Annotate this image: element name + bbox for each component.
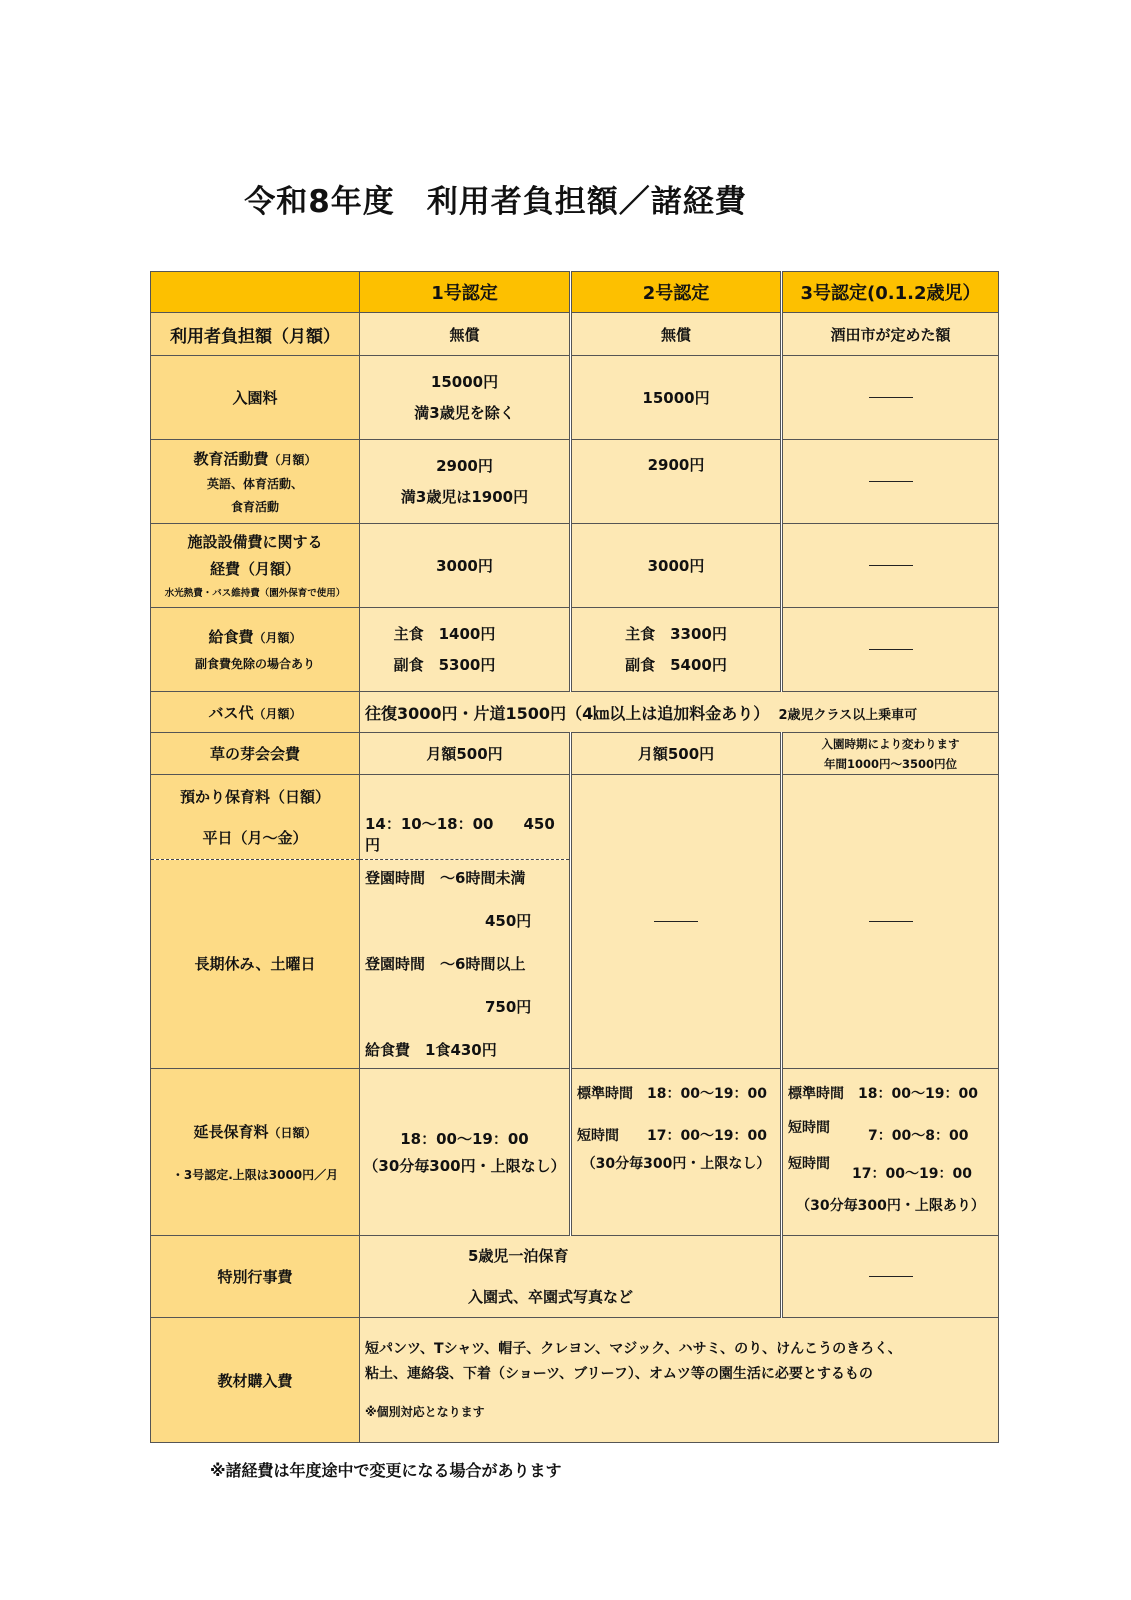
dash-mark xyxy=(869,921,913,922)
facility-fee-type3 xyxy=(782,523,999,607)
extended-care-title: 延長保育料 xyxy=(193,1122,269,1141)
header-type1: 1号認定 xyxy=(360,272,571,313)
label-extended-care xyxy=(151,1068,360,1235)
materials-line2: 粘土、連絡袋、下着（ショーツ、ブリーフ）、オムツ等の園生活に必要とするもの xyxy=(365,1365,873,1382)
bus-fee-note: 2歳児クラス以上乗車可 xyxy=(778,707,918,723)
facility-fee-type2: 3000円 xyxy=(571,523,782,607)
label-facility-fee xyxy=(151,523,360,607)
club-fee-type2: 月額500円 xyxy=(571,733,782,775)
admission-fee-type3 xyxy=(782,355,999,439)
row-extended-care xyxy=(151,1068,999,1235)
bus-fee-value xyxy=(360,691,999,732)
extended-standard2: 標準時間 18：00～19：00 xyxy=(577,1085,767,1102)
footnote: ※諸経費は年度途中で変更になる場合があります xyxy=(210,1461,562,1480)
label-user-fee: 利用者負担額（月額） xyxy=(151,313,360,355)
education-fee-type1 xyxy=(360,439,571,523)
meal-fee-staple1: 主食 1400円 xyxy=(393,625,496,644)
education-fee-sub1: 英語、体育活動、 xyxy=(206,476,303,491)
meal-fee-side1: 副食 5300円 xyxy=(393,656,496,675)
row-materials xyxy=(151,1318,999,1443)
extended-rate1: （30分毎300円・上限なし） xyxy=(363,1156,566,1175)
extended-care-type3 xyxy=(782,1068,999,1235)
facility-fee-note: 水光熱費・バス維持費（園外保育で使用） xyxy=(164,588,346,600)
childcare-type2 xyxy=(571,775,782,1068)
header-row xyxy=(151,272,999,313)
meal-fee-unit: （月額） xyxy=(253,631,302,646)
facility-fee-type1: 3000円 xyxy=(360,523,571,607)
dash-mark xyxy=(869,565,913,566)
meal-fee-type3 xyxy=(782,607,999,691)
fee-table xyxy=(150,271,999,1443)
childcare-type3 xyxy=(782,775,999,1068)
longbreak-under6: 登園時間 ～6時間未満 xyxy=(365,869,526,888)
meal-fee-sub: 副食費免除の場合あり xyxy=(194,657,315,672)
row-education-fee xyxy=(151,439,999,523)
special-event-overnight: 5歳児一泊保育 xyxy=(468,1247,569,1266)
dash-mark xyxy=(654,921,698,922)
row-club-fee xyxy=(151,733,999,775)
extended-short3-morning-time: 7：00～8：00 xyxy=(868,1127,969,1144)
longbreak-meal-fee: 給食費 1食430円 xyxy=(365,1041,497,1060)
extended-short3-evening-label: 短時間 xyxy=(788,1155,830,1172)
label-bus-fee xyxy=(151,691,360,732)
meal-fee-title: 給食費 xyxy=(208,628,254,647)
dash-mark xyxy=(869,649,913,650)
row-meal-fee xyxy=(151,607,999,691)
dash-mark xyxy=(869,397,913,398)
club-fee-type1: 月額500円 xyxy=(360,733,571,775)
childcare-longbreak-type1 xyxy=(360,860,571,1068)
education-fee-type2: 2900円 xyxy=(571,439,782,523)
education-fee-sub2: 食育活動 xyxy=(230,499,279,514)
admission-fee-amount: 15000円 xyxy=(430,373,499,392)
longbreak-over6: 登園時間 ～6時間以上 xyxy=(365,955,526,974)
row-facility-fee xyxy=(151,523,999,607)
row-bus-fee xyxy=(151,691,999,732)
education-fee-type3 xyxy=(782,439,999,523)
club-fee-range: 年間1000円～3500円位 xyxy=(823,756,957,771)
row-special-events xyxy=(151,1235,999,1318)
row-admission-fee xyxy=(151,355,999,439)
meal-fee-staple2: 主食 3300円 xyxy=(625,625,727,644)
longbreak-over6-fee: 750円 xyxy=(485,998,532,1017)
education-fee-title: 教育活動費 xyxy=(193,449,269,468)
admission-fee-note: 満3歳児を除く xyxy=(414,404,515,423)
extended-standard3: 標準時間 18：00～19：00 xyxy=(788,1085,978,1102)
document-title: 令和8年度 利用者負担額／諸経費 xyxy=(244,184,747,220)
childcare-title: 預かり保育料（日額） xyxy=(179,788,330,807)
header-type3: 3号認定(0.1.2歳児） xyxy=(782,272,999,313)
education-fee-note: 満3歳児は1900円 xyxy=(400,488,529,507)
extended-care-type2 xyxy=(571,1068,782,1235)
longbreak-under6-fee: 450円 xyxy=(485,912,532,931)
extended-short3-evening-time: 17：00～19：00 xyxy=(852,1165,972,1182)
user-fee-type1: 無償 xyxy=(360,313,571,355)
bus-fee-unit: （月額） xyxy=(253,706,302,721)
label-childcare-longbreak: 長期休み、土曜日 xyxy=(151,860,360,1068)
childcare-weekday-type1: 14：10～18：00 450円 xyxy=(360,775,571,860)
extended-care-note: ・3号認定.上限は3000円／月 xyxy=(171,1167,339,1182)
extended-short3-evening xyxy=(783,1153,998,1182)
user-fee-type2: 無償 xyxy=(571,313,782,355)
special-events-type12 xyxy=(360,1235,782,1318)
label-meal-fee xyxy=(151,607,360,691)
bus-fee-title: バス代 xyxy=(208,703,254,722)
label-club-fee: 草の芽会会費 xyxy=(151,733,360,775)
user-fee-type3: 酒田市が定めた額 xyxy=(782,313,999,355)
extended-care-type1 xyxy=(360,1068,571,1235)
education-fee-amount: 2900円 xyxy=(436,457,493,476)
row-childcare-weekday xyxy=(151,775,999,860)
label-special-events: 特別行事費 xyxy=(151,1235,360,1318)
facility-fee-title1: 施設設備費に関する xyxy=(187,533,323,552)
label-admission-fee: 入園料 xyxy=(151,355,360,439)
extended-short3-morning-label: 短時間 xyxy=(788,1119,830,1136)
bus-fee-amount: 往復3000円・片道1500円（4㎞以上は追加料金あり） xyxy=(365,703,770,723)
extended-short3-morning xyxy=(783,1117,998,1144)
club-fee-type3 xyxy=(782,733,999,775)
admission-fee-type1 xyxy=(360,355,571,439)
row-user-fee xyxy=(151,313,999,355)
dash-mark xyxy=(869,1276,913,1277)
materials-line1: 短パンツ、Tシャツ、帽子、クレヨン、マジック、ハサミ、のり、けんこうのきろく、 xyxy=(365,1341,902,1358)
extended-rate3: （30分毎300円・上限あり） xyxy=(796,1197,985,1214)
extended-time1: 18：00～19：00 xyxy=(400,1129,529,1148)
childcare-weekday-label: 平日（月～金） xyxy=(202,829,308,848)
meal-fee-side2: 副食 5400円 xyxy=(625,656,727,675)
header-type2: 2号認定 xyxy=(571,272,782,313)
materials-value xyxy=(360,1318,999,1443)
admission-fee-type2: 15000円 xyxy=(571,355,782,439)
extended-short2: 短時間 17：00～19：00 xyxy=(577,1127,767,1144)
meal-fee-type1 xyxy=(360,607,571,691)
label-childcare-weekday xyxy=(151,775,360,860)
label-education-fee xyxy=(151,439,360,523)
label-materials: 教材購入費 xyxy=(151,1318,360,1443)
extended-rate2: （30分毎300円・上限なし） xyxy=(581,1155,771,1172)
dash-mark xyxy=(869,481,913,482)
header-blank xyxy=(151,272,360,313)
facility-fee-title2: 経費（月額） xyxy=(209,560,300,579)
education-fee-unit: （月額） xyxy=(268,452,317,467)
meal-fee-type2 xyxy=(571,607,782,691)
special-events-type3 xyxy=(782,1235,999,1318)
club-fee-note: 入園時期により変わります xyxy=(821,736,960,751)
extended-care-unit: （日額） xyxy=(268,1125,317,1140)
special-event-photos: 入園式、卒園式写真など xyxy=(468,1288,634,1307)
materials-note: ※個別対応となります xyxy=(365,1405,485,1420)
